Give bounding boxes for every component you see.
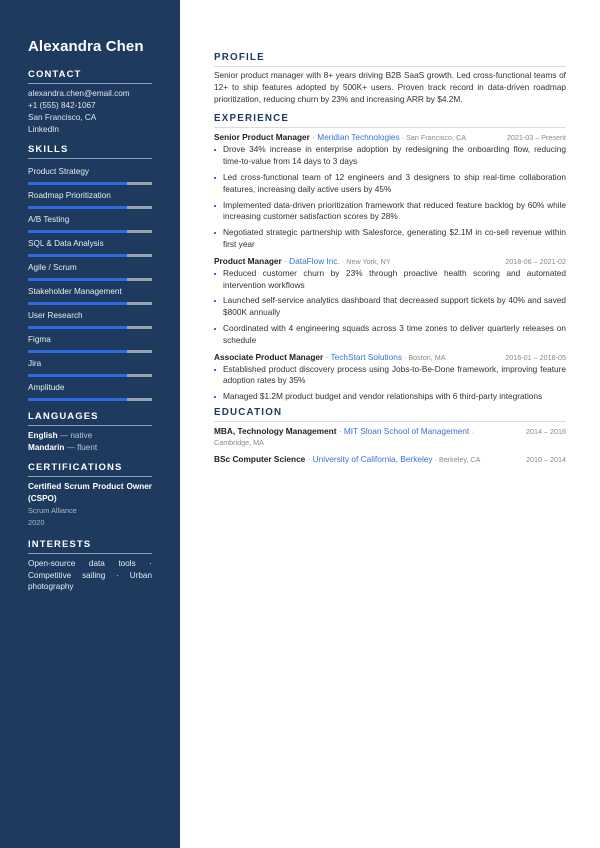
contact-section [28,69,152,136]
skills-heading: SKILLS [28,144,152,159]
certifications-heading: CERTIFICATIONS [28,462,152,477]
bullet-icon [214,273,216,275]
skill-label: Roadmap Prioritization [28,191,111,200]
separator: · [399,133,407,143]
skill-level-bar [28,254,152,257]
separator: · [309,132,318,143]
skill-level-fill [28,230,127,233]
job-bullets [214,144,566,250]
skill-label: A/B Testing [28,215,70,224]
skill-label: SQL & Data Analysis [28,239,104,248]
language-item [28,442,152,454]
skill-level-bar [28,350,152,353]
languages-section [28,411,152,454]
job-bullet [214,268,566,292]
bullet-text: Led cross-functional team of 12 engineers and 3 designers to ship real-time collaboration features, increasing daily active users by 45% [223,171,566,194]
language-item [28,430,152,442]
bullet-text: Drove 34% increase in enterprise adoption by redesigning the onboarding flow, reducing time-to-value from 14 days to 3 days [223,144,566,167]
language-level: — fluent [66,443,98,452]
skill-level-bar [28,326,152,329]
language-name: Mandarin [28,443,65,452]
skill-label: Jira [28,359,42,368]
main-content [214,52,566,471]
experience-heading: EXPERIENCE [214,113,566,128]
bullet-text: Established product discovery process using Jobs-to-Be-Done framework, improving feature adoption rates by 35% [223,363,566,386]
contact-location: San Francisco, CA [28,113,97,122]
skill-level-fill [28,302,127,305]
education-dates: 2014 – 2016 [526,426,566,436]
contact-linkedin-link[interactable]: LinkedIn [28,125,59,134]
certification-title: Certified Scrum Product Owner (CSPO) [28,482,152,503]
job-bullet [214,295,566,319]
profile-heading: PROFILE [214,52,566,67]
skill-item [28,379,152,401]
skill-level-fill [28,278,127,281]
job-title: Associate Product Manager [214,351,324,362]
contact-email[interactable]: alexandra.chen@email.com [28,89,130,98]
skill-item [28,187,152,209]
skill-item [28,307,152,329]
bullet-text: Reduced customer churn by 23% through proactive health scoring and automated intervention workflows [223,267,566,290]
skill-label: Product Strategy [28,167,89,176]
job-dates: 2016-01 – 2018-05 [505,352,566,362]
separator: · [323,351,331,362]
skill-item [28,235,152,257]
jobs-list [214,131,566,403]
candidate-name: Alexandra Chen [28,38,144,55]
skill-label: User Research [28,311,83,320]
job-bullet [214,172,566,196]
skill-item [28,331,152,353]
interests-section [28,539,152,593]
job-entry [214,131,566,250]
separator: · [469,426,474,436]
job-location: New York, NY [346,256,391,266]
skill-level-fill [28,374,127,377]
certification-issuer: Scrum Alliance [28,506,77,515]
education-section [214,407,566,466]
bullet-text: Negotiated strategic partnership with Salesforce, generating $2.1M in co-sell revenue within first year [223,227,566,249]
education-heading: EDUCATION [214,407,566,422]
job-location: Boston, MA [408,352,446,362]
bullet-icon [214,149,216,151]
skill-item [28,283,152,305]
job-bullet [214,364,566,388]
job-bullets [214,268,566,347]
company-link[interactable]: Meridian Technologies [317,132,400,143]
job-header [214,351,566,364]
skill-item [28,259,152,281]
job-bullet [214,323,566,347]
job-entry [214,255,566,347]
company-link[interactable]: DataFlow Inc. [289,255,340,266]
contact-phone: +1 (555) 842-1067 [28,101,96,110]
skill-level-bar [28,398,152,401]
separator: · [305,453,313,464]
skill-label: Agile / Scrum [28,263,77,272]
job-bullets [214,364,566,403]
interests-heading: INTERESTS [28,539,152,554]
bullet-text: Launched self-service analytics dashboard that decreased support tickets by 40% and saved $800K annually [223,295,566,318]
skill-level-fill [28,326,127,329]
job-header [214,131,566,144]
languages-heading: LANGUAGES [28,411,152,426]
separator: · [339,256,347,266]
education-header [214,453,566,466]
skill-level-bar [28,302,152,305]
separator: · [336,425,344,436]
bullet-icon [214,300,216,302]
bullet-text: Coordinated with 4 engineering squads across 3 time zones to deliver quarterly releases on schedule [223,322,566,345]
job-bullet [214,227,566,251]
skills-list [28,163,152,401]
education-entry [214,425,566,448]
job-header [214,255,566,268]
bullet-icon [214,232,216,234]
contact-heading: CONTACT [28,69,152,84]
skill-level-bar [28,230,152,233]
skill-label: Stakeholder Management [28,287,122,296]
separator: · [281,255,290,266]
separator: · [432,454,439,464]
job-location: San Francisco, CA [406,133,466,143]
degree: BSc Computer Science [214,453,306,464]
language-name: English [28,431,58,440]
skill-level-bar [28,374,152,377]
job-title: Product Manager [214,255,282,266]
skill-label: Amplitude [28,383,65,392]
skill-level-fill [28,182,127,185]
skill-level-bar [28,182,152,185]
profile-section [214,52,566,105]
interests-text: Open-source data tools · Competitive sailing · Urban photography [28,559,152,591]
bullet-icon [214,205,216,207]
education-list [214,425,566,466]
sidebar [0,0,180,848]
school-link[interactable]: MIT Sloan School of Management [343,425,470,436]
degree: MBA, Technology Management [214,425,337,436]
education-location: Berkeley, CA [438,454,481,464]
bullet-icon [214,369,216,371]
education-location: Cambridge, MA [214,437,264,447]
school-link[interactable]: University of California, Berkeley [312,453,433,464]
bullet-icon [214,177,216,179]
skill-level-fill [28,398,127,401]
bullet-icon [214,396,216,398]
skill-item [28,355,152,377]
experience-section [214,113,566,403]
job-dates: 2021-03 – Present [506,133,566,143]
skill-label: Figma [28,335,51,344]
skill-level-bar [28,206,152,209]
job-bullet [214,144,566,168]
skill-level-fill [28,254,127,257]
job-dates: 2018-06 – 2021-02 [505,256,566,266]
language-level: — native [59,431,93,440]
skill-level-fill [28,206,127,209]
education-entry [214,453,566,466]
skill-level-fill [28,350,127,353]
company-link[interactable]: TechStart Solutions [330,351,402,362]
education-dates: 2010 – 2014 [526,454,566,464]
job-bullet [214,200,566,224]
bullet-icon [214,328,216,330]
skill-item [28,211,152,233]
certification-year: 2020 [28,518,45,527]
job-title: Senior Product Manager [214,132,310,143]
bullet-text: Implemented data-driven prioritization framework that reduced feature backlog by 60% while increasing customer satisfaction scores by 28% [223,199,566,222]
certifications-section [28,462,152,529]
job-bullet [214,391,566,403]
education-header [214,425,566,438]
separator: · [402,352,409,362]
bullet-text: Managed $1.2M product budget and vendor relationships with 6 third-party integrations [223,391,543,402]
profile-summary: Senior product manager with 8+ years driving B2B SaaS growth. Led cross-functional teams of 12+ to ship features adopted by 500K+ users. Proven track record in data-driven roadmap prioritization, reducing churn by 23% and increasing ARR by $4.2M. [214,70,566,104]
job-entry [214,351,566,403]
skill-item [28,163,152,185]
skills-section [28,144,152,401]
skill-level-bar [28,278,152,281]
